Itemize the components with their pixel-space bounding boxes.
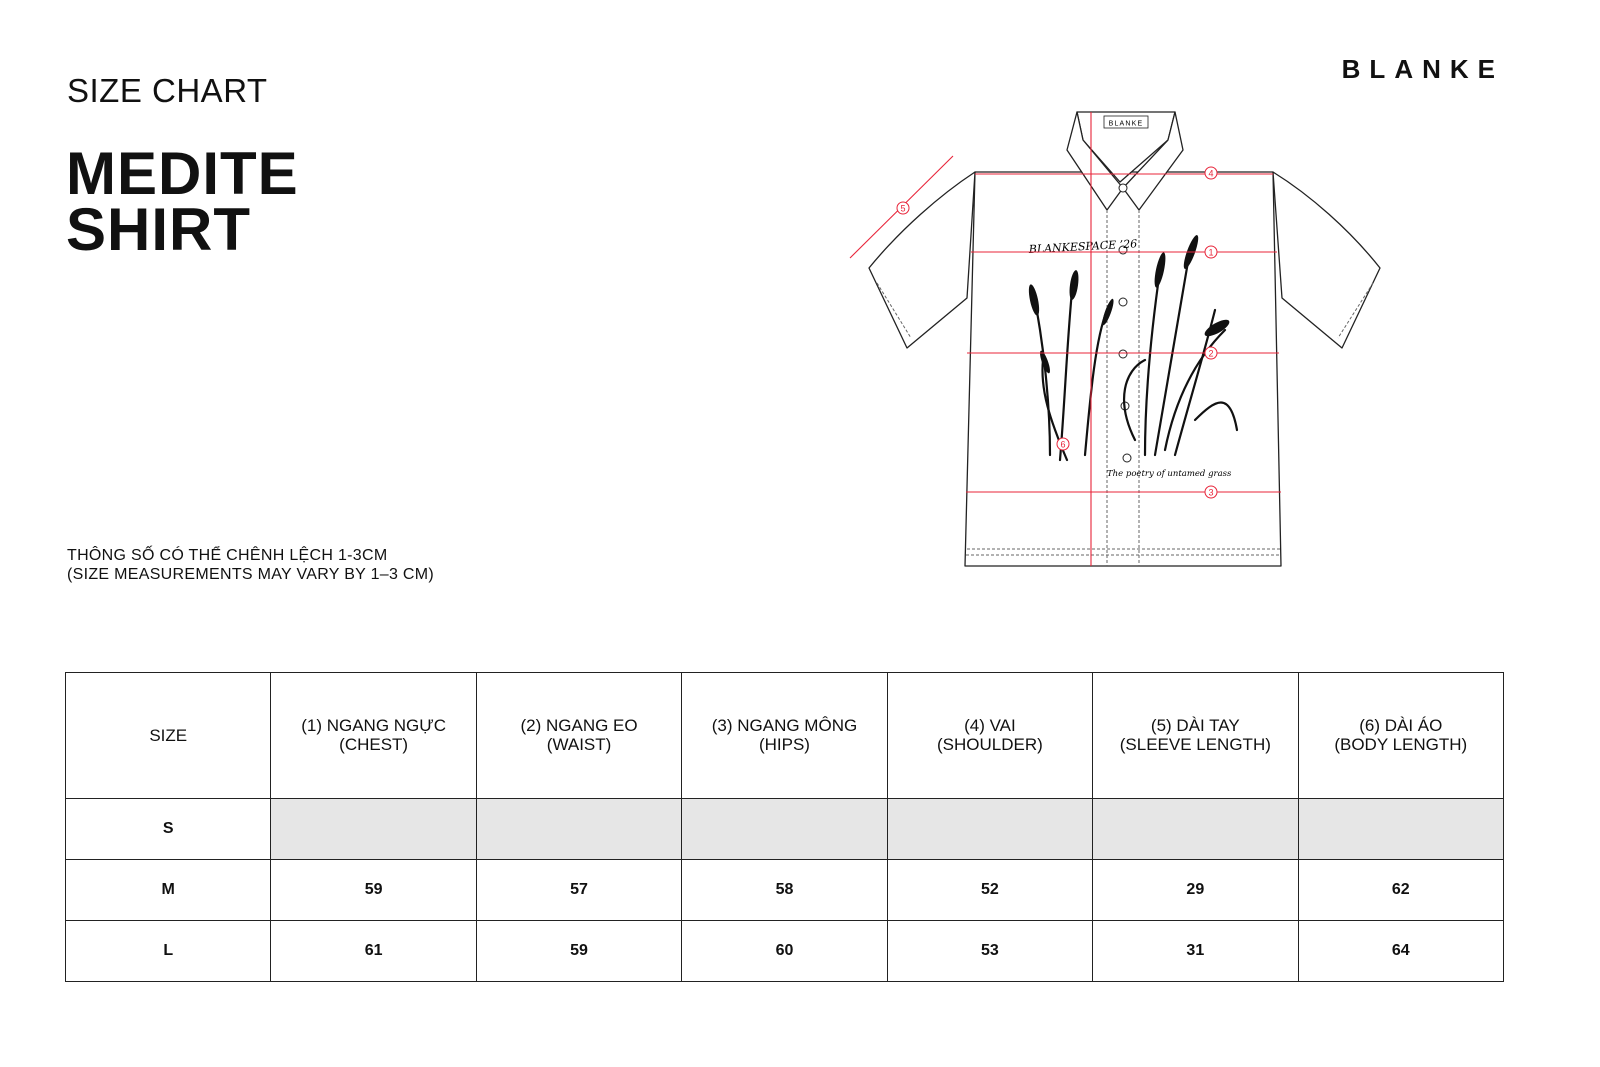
waist-header-vi: (2) NGANG EO [520,716,638,736]
marker-4: 4 [1208,168,1214,179]
value-cell: 64 [1298,920,1503,981]
value-cell [476,798,681,859]
value-cell: 31 [1093,920,1298,981]
size-cell: S [66,798,271,859]
body-length-header-vi: (6) DÀI ÁO [1359,716,1443,736]
size-cell: M [66,859,271,920]
measurement-note-en: (SIZE MEASUREMENTS MAY VARY BY 1–3 CM) [67,566,435,583]
marker-3: 3 [1208,487,1214,498]
size-table [65,672,1504,982]
value-cell [682,798,887,859]
hips-column-header [682,673,887,799]
shoulder-column-header [887,673,1092,799]
collar-tag-text: BLANKE [1108,120,1144,128]
chest-header-en: (CHEST) [339,735,409,755]
value-cell: 58 [682,859,887,920]
value-cell [1298,798,1503,859]
measurement-note-vi: THÔNG SỐ CÓ THỂ CHÊNH LỆCH 1-3CM [67,547,388,564]
print-title: BLANKESPACE ’26 [1028,237,1138,256]
value-cell: 61 [271,920,476,981]
value-cell: 57 [476,859,681,920]
table-header-row [66,673,1504,799]
sleeve-header-en: (SLEEVE LENGTH) [1119,735,1271,755]
waist-header-en: (WAIST) [546,735,612,755]
value-cell [271,798,476,859]
shoulder-header-en: (SHOULDER) [937,735,1043,755]
shirt-body [965,172,1281,566]
body-length-header-en: (BODY LENGTH) [1334,735,1468,755]
table-row [66,859,1504,920]
waist-column-header [476,673,681,799]
brand-logo: BLANKE [1341,54,1504,84]
sleeve-header-vi: (5) DÀI TAY [1150,716,1240,736]
body-length-column-header [1298,673,1503,799]
chest-header-vi: (1) NGANG NGỰC [301,716,447,736]
product-title-line-1: MEDITE [66,140,299,207]
sleeve-column-header [1093,673,1298,799]
marker-6: 6 [1060,439,1066,450]
value-cell [887,798,1092,859]
marker-2: 2 [1208,348,1214,359]
value-cell: 60 [682,920,887,981]
value-cell: 59 [476,920,681,981]
value-cell: 52 [887,859,1092,920]
shoulder-header-vi: (4) VAI [964,716,1016,736]
value-cell: 29 [1093,859,1298,920]
chest-column-header [271,673,476,799]
left-sleeve [869,172,975,348]
value-cell [1093,798,1298,859]
hips-header-en: (HIPS) [758,735,810,755]
product-title-line-2: SHIRT [66,196,251,263]
section-label: SIZE CHART [67,72,268,109]
marker-5: 5 [900,203,906,214]
value-cell: 62 [1298,859,1503,920]
size-cell: L [66,920,271,981]
shirt-measurement-illustration [845,100,1385,580]
marker-1: 1 [1208,247,1214,258]
hips-header-vi: (3) NGANG MÔNG [711,716,858,736]
measurement-note [67,546,434,584]
table-row [66,798,1504,859]
value-cell: 53 [887,920,1092,981]
product-title [66,140,299,263]
size-column-header: SIZE [66,673,271,799]
right-sleeve [1273,172,1380,348]
value-cell: 59 [271,859,476,920]
print-caption: The poetry of untamed grass [1107,469,1232,479]
table-row [66,920,1504,981]
